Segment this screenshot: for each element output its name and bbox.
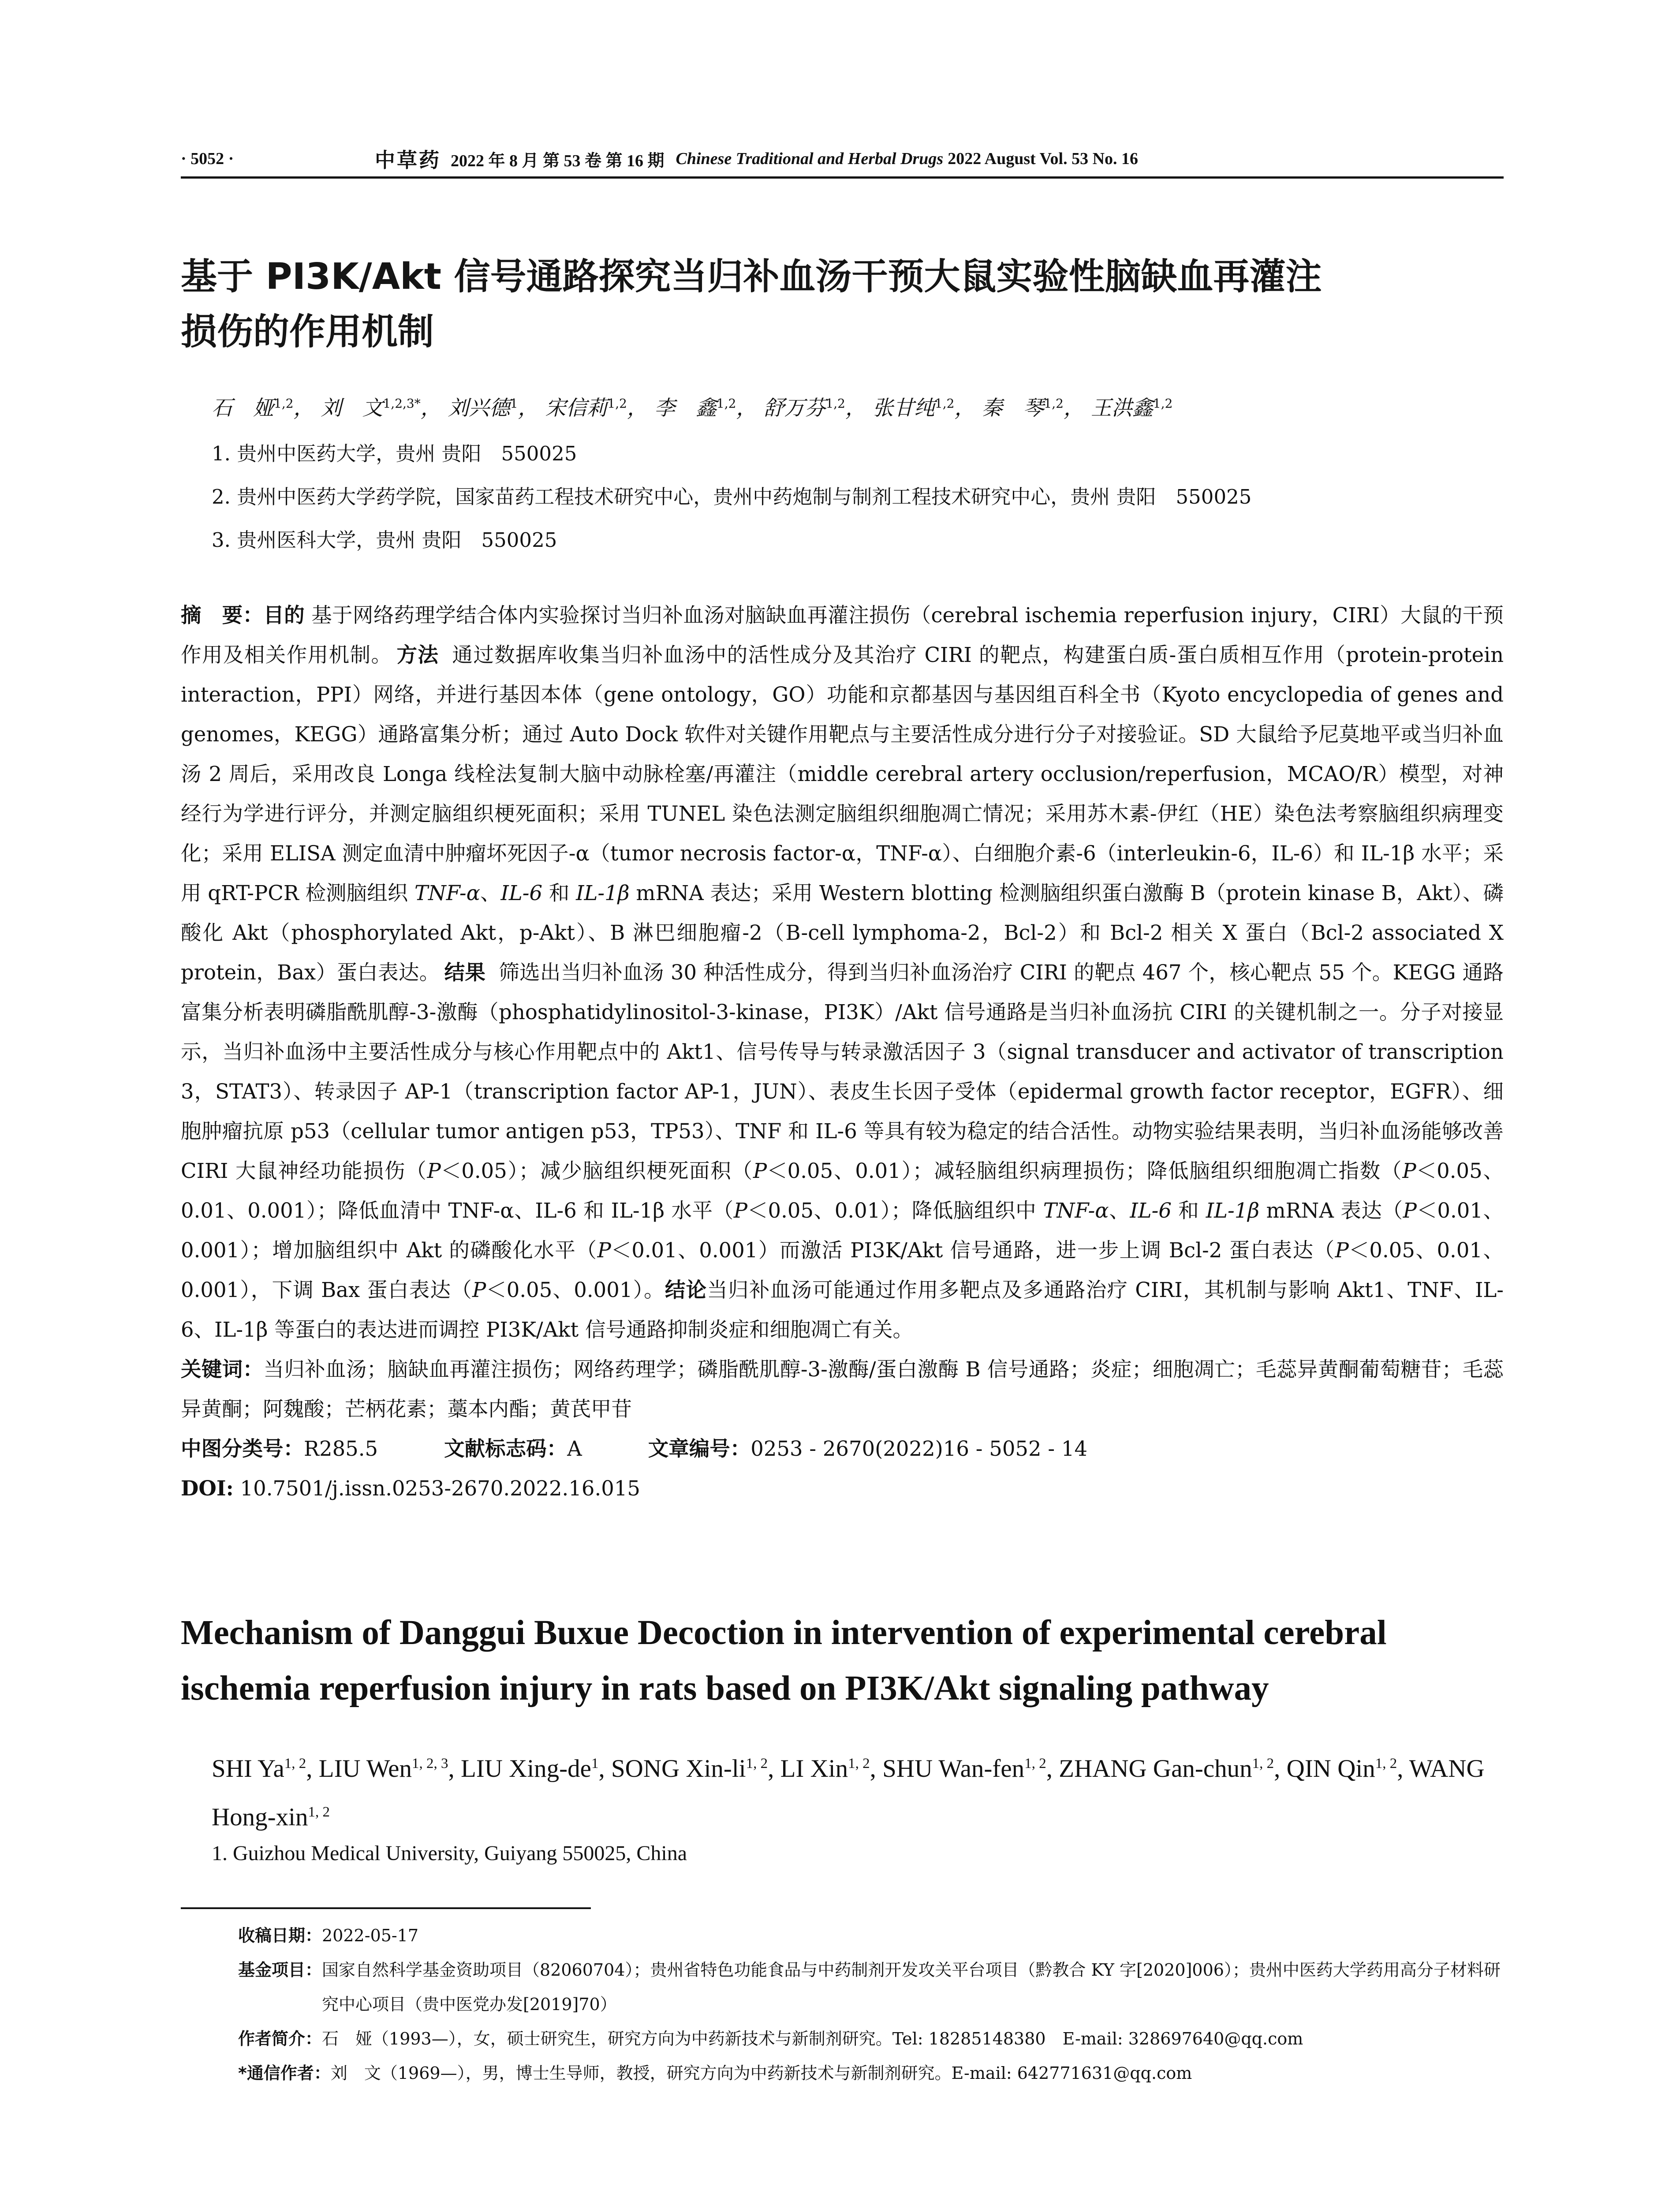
author-en: ZHANG Gan-chun	[1059, 1755, 1252, 1783]
footnote-author	[238, 2022, 1504, 2056]
author-en: QIN Qin	[1286, 1755, 1375, 1783]
footnote-divider	[181, 1907, 591, 1909]
author-cn: 宋信莉	[545, 396, 608, 420]
doi-label: DOI:	[181, 1476, 234, 1500]
conjunction: 和	[542, 881, 576, 905]
author-cn: 石 娅	[212, 396, 274, 420]
author-en: LI Xin	[780, 1755, 848, 1783]
running-header	[181, 141, 1504, 179]
journal-name-cn: 中草药	[375, 149, 441, 172]
article-title-en: Mechanism of Danggui Buxue Decoction in intervention of experimental cerebral ischemia reperfusion injury in rats based on PI3K/Akt signaling pathway	[181, 1614, 1387, 1708]
doc-code-value: A	[567, 1437, 582, 1461]
results-text: ＜0.05、0.01）；减轻脑组织病理损伤；降低脑组织细胞凋亡指数（	[767, 1159, 1403, 1183]
author-affil-sup: 1,2,3*	[383, 396, 421, 411]
p-symbol: P	[733, 1199, 748, 1222]
footnotes	[238, 1918, 1504, 2090]
article-title-cn	[181, 249, 1504, 359]
results-text: mRNA 表达（	[1259, 1199, 1403, 1222]
author-bio-label: 作者简介：	[238, 2029, 322, 2048]
author-cn: 王洪鑫	[1090, 396, 1153, 420]
author-en: WANG Hong-xin	[212, 1755, 1485, 1831]
author-en: SONG Xin-li	[611, 1755, 746, 1783]
affiliation-cn-1: 1. 贵州中医药大学，贵州 贵阳 550025	[212, 442, 577, 465]
author-affil-sup: 1,2	[934, 396, 955, 411]
clc-item	[181, 1429, 378, 1469]
separator: 、	[1109, 1199, 1130, 1222]
abstract-label: 摘 要：	[181, 603, 264, 627]
results-text: ＜0.01、0.001）；增加脑组织中 Akt 的磷酸化水平（	[181, 1199, 1504, 1262]
separator: 、	[480, 881, 501, 905]
p-symbol: P	[597, 1238, 611, 1262]
fund-label: 基金项目：	[238, 1960, 322, 1980]
results-text: ＜0.05、0.01）；降低脑组织中	[747, 1199, 1043, 1222]
author-affil-sup: 1	[591, 1756, 599, 1771]
doi-value[interactable]: 10.7501/j.issn.0253-2670.2022.16.015	[240, 1476, 641, 1500]
gene-il1b: IL-1β	[576, 881, 630, 905]
keywords-text: 当归补血汤；脑缺血再灌注损伤；网络药理学；磷脂酰肌醇-3-激酶/蛋白激酶 B 信号通路；炎症；细胞凋亡；毛蕊异黄酮葡萄糖苷；毛蕊异黄酮；阿魏酸；芒柄花素；藁本内酯；黄芪甲苷	[181, 1357, 1504, 1421]
gene-il6: IL-6	[500, 881, 543, 905]
author-cn: 秦 琴	[982, 396, 1044, 420]
author-list-cn: 石 娅$^{1,2}$， 刘 文$^{1,2,3*}$， 刘兴德$^1$， 宋信莉$^{1,2}$， 李 鑫$^{1,2}$， 舒万芬$^{1,2}$， 张甘纯$^{1,2}$， 秦 琴$^{1,2}$， 王洪鑫$^{1,2}$	[212, 396, 1173, 420]
conclusion-label: 结论	[665, 1278, 707, 1302]
page-number: · 5052 ·	[181, 149, 234, 168]
footnote-received	[238, 1918, 1504, 1953]
abstract-body	[181, 595, 1504, 1349]
affiliation-cn-3: 3. 贵州医科大学，贵州 贵阳 550025	[212, 528, 557, 552]
gene-tnf: TNF-α	[414, 881, 480, 905]
corresponding-text: 刘 文（1969—），男，博士生导师，教授，研究方向为中药新技术与新制剂研究。E-mail: 642771631@qq.com	[330, 2063, 1192, 2083]
issue-info-cn: 2022 年 8 月 第 53 卷 第 16 期	[451, 151, 665, 170]
author-affil-sup: 1, 2	[746, 1756, 768, 1771]
p-symbol: P	[1402, 1159, 1416, 1183]
received-label: 收稿日期：	[238, 1926, 322, 1945]
author-cn: 张甘纯	[872, 396, 935, 420]
article-no-item	[648, 1429, 1087, 1469]
p-symbol: P	[753, 1159, 767, 1183]
author-affil-sup: 1, 2	[1252, 1756, 1274, 1771]
title-cn-line-2: 损伤的作用机制	[181, 311, 434, 353]
objective-label: 目的	[263, 603, 305, 627]
author-en: SHI Ya	[212, 1755, 284, 1783]
article-no-value: 0253 - 2670(2022)16 - 5052 - 14	[750, 1437, 1088, 1461]
conjunction: 和	[1171, 1199, 1206, 1222]
clc-value: R285.5	[304, 1437, 378, 1461]
footnote-corresponding	[238, 2056, 1504, 2090]
clc-label: 中图分类号：	[181, 1437, 304, 1461]
author-cn: 刘 文	[321, 396, 383, 420]
author-affil-sup: 1,2	[1044, 396, 1064, 411]
author-affil-sup: 1,2	[716, 396, 736, 411]
fund-text: 国家自然科学基金资助项目（82060704）；贵州省特色功能食品与中药制剂开发攻关平台项目（黔教合 KY 字[2020]006）；贵州中医药大学药用高分子材料研究中心项目（贵中医党办发[2019]70）	[322, 1960, 1501, 2014]
footnote-fund	[238, 1953, 1504, 2022]
author-en: LIU Wen	[318, 1755, 412, 1783]
author-list-en: SHI Ya$^{1, 2}$, LIU Wen$^{1, 2, 3}$, LIU Xing-$de^1$, SONG Xin-li$^{1, 2}$, LI Xin$^{1, 2}$, SHU Wan-fen$^{1, 2}$, ZHANG Gan-chun$^{1, 2}$, QIN Qin$^{1, 2}$, WANG Hong-xin$^{1, 2}$	[212, 1755, 1485, 1831]
objective-text: 基于网络药理学结合体内实验探讨当归补血汤对脑缺血再灌注损伤（cerebral ischemia reperfusion injury，CIRI）大鼠的干预作用及相关作用机制。	[181, 603, 1504, 667]
author-cn: 李 鑫	[654, 396, 717, 420]
methods-text-2: mRNA 表达；采用 Western blotting 检测脑组织蛋白激酶 B（protein kinase B，Akt）、磷酸化 Akt（phosphorylated Akt，p-Akt）、B 淋巴细胞瘤-2（B-cell lymphoma-2，Bcl-2）和 Bcl-2 相关 X 蛋白（Bcl-2 associated X protein，Bax）蛋白表达。	[181, 881, 1504, 984]
results-text: ＜0.05、0.01、0.001），下调 Bax 蛋白表达（	[181, 1238, 1504, 1302]
author-affil-sup: 1,2	[607, 396, 627, 411]
article-no-label: 文章编号：	[648, 1437, 751, 1461]
results-label: 结果	[444, 960, 486, 984]
gene-il1b: IL-1β	[1206, 1199, 1260, 1222]
doi-line	[181, 1469, 1504, 1508]
affiliations-cn	[212, 432, 1499, 562]
author-bio-text: 石 娅（1993—），女，硕士研究生，研究方向为中药新技术与新制剂研究。Tel: 18285148380 E-mail: 328697640@qq.com	[322, 2029, 1303, 2048]
doc-code-item	[444, 1429, 582, 1469]
author-affil-sup: 1, 2	[1024, 1756, 1046, 1771]
author-affil-sup: 1, 2	[848, 1756, 870, 1771]
author-en: LIU Xing-de	[460, 1755, 591, 1783]
p-symbol: P	[472, 1278, 486, 1302]
affiliation-cn-2: 2. 贵州中医药大学药学院，国家苗药工程技术研究中心，贵州中药炮制与制剂工程技术研究中心，贵州 贵阳 550025	[212, 485, 1252, 508]
p-symbol: P	[427, 1159, 441, 1183]
author-affil-sup: 1,2	[825, 396, 845, 411]
affiliation-en: 1. Guizhou Medical University, Guiyang 550025, China	[212, 1842, 687, 1865]
methods-label: 方法	[396, 643, 439, 667]
author-affil-sup: 1,2	[1153, 396, 1173, 411]
author-affil-sup: 1,2	[274, 396, 294, 411]
author-affil-sup: 1, 2, 3	[411, 1756, 448, 1771]
conclusion-text: 当归补血汤可能通过作用多靶点及多通路治疗 CIRI，其机制与影响 Akt1、TNF、IL-6、IL-1β 等蛋白的表达进而调控 PI3K/Akt 信号通路抑制炎症和细胞凋亡有关。	[181, 1278, 1504, 1342]
author-cn: 刘兴德	[448, 396, 510, 420]
p-symbol: P	[1335, 1238, 1349, 1262]
results-text: ＜0.05、0.01、0.001）；降低血清中 TNF-α、IL-6 和 IL-1β 水平（	[181, 1159, 1504, 1222]
keywords-line	[181, 1349, 1504, 1429]
results-text: ＜0.05、0.001）。	[486, 1278, 665, 1302]
keywords-label: 关键词：	[181, 1357, 264, 1381]
results-text: ＜0.01、0.001）而激活 PI3K/Akt 信号通路，进一步上调 Bcl-2 蛋白表达（	[611, 1238, 1335, 1262]
gene-il6: IL-6	[1130, 1199, 1172, 1222]
author-affil-sup: 1, 2	[1375, 1756, 1397, 1771]
author-affil-sup: 1	[510, 396, 518, 411]
author-affil-sup: 1, 2	[308, 1804, 330, 1820]
abstract-block	[181, 595, 1504, 1508]
gene-tnf: TNF-α	[1043, 1199, 1109, 1222]
classification-line	[181, 1429, 1504, 1469]
results-text: 筛选出当归补血汤 30 种活性成分，得到当归补血汤治疗 CIRI 的靶点 467 个，核心靶点 55 个。KEGG 通路富集分析表明磷脂酰肌醇-3-激酶（phosphatidylinositol-3-kinase，PI3K）/Akt 信号通路是当归补血汤抗 CIRI 的关键机制之一。分子对接显示，当归补血汤中主要活性成分与核心作用靶点中的 Akt1、信号传导与转录激活因子 3（signal transducer and activator of transcription 3，STAT3）、转录因子 AP-1（transcription factor AP-1，JUN）、表皮生长因子受体（epidermal growth factor receptor，EGFR）、细胞肿瘤抗原 p53（cellular tumor antigen p53，TP53）、TNF 和 IL-6 等具有较为稳定的结合活性。动物实验结果表明，当归补血汤能够改善 CIRI 大鼠神经功能损伤（	[181, 960, 1504, 1183]
p-symbol: P	[1403, 1199, 1417, 1222]
issue-info-en: 2022 August Vol. 53 No. 16	[948, 149, 1139, 168]
author-en: SHU Wan-fen	[882, 1755, 1025, 1783]
methods-text-1: 通过数据库收集当归补血汤中的活性成分及其治疗 CIRI 的靶点，构建蛋白质-蛋白质相互作用（protein-protein interaction，PPI）网络，并进行基因本体（gene ontology，GO）功能和京都基因与基因组百科全书（Kyoto encyclopedia of genes and genomes，KEGG）通路富集分析；通过 Auto Dock 软件对关键作用靶点与主要活性成分进行分子对接验证。SD 大鼠给予尼莫地平或当归补血汤 2 周后，采用改良 Longa 线栓法复制大脑中动脉栓塞/再灌注（middle cerebral artery occlusion/reperfusion，MCAO/R）模型，对神经行为学进行评分，并测定脑组织梗死面积；采用 TUNEL 染色法测定脑组织细胞凋亡情况；采用苏木素-伊红（HE）染色法考察脑组织病理变化；采用 ELISA 测定血清中肿瘤坏死因子-α（tumor necrosis factor-α，TNF-α）、白细胞介素-6（interleukin-6，IL-6）和 IL-1β 水平；采用 qRT-PCR 检测脑组织	[181, 643, 1504, 905]
doc-code-label: 文献标志码：	[444, 1437, 567, 1461]
author-cn: 舒万芬	[763, 396, 826, 420]
corresponding-label: *通信作者：	[238, 2063, 331, 2083]
results-text: ＜0.05）；减少脑组织梗死面积（	[441, 1159, 753, 1183]
title-cn-line-1: 基于 PI3K/Akt 信号通路探究当归补血汤干预大鼠实验性脑缺血再灌注	[181, 256, 1322, 298]
journal-name-en: Chinese Traditional and Herbal Drugs	[676, 149, 944, 168]
author-affil-sup: 1, 2	[284, 1756, 306, 1771]
received-date: 2022-05-17	[322, 1926, 419, 1945]
